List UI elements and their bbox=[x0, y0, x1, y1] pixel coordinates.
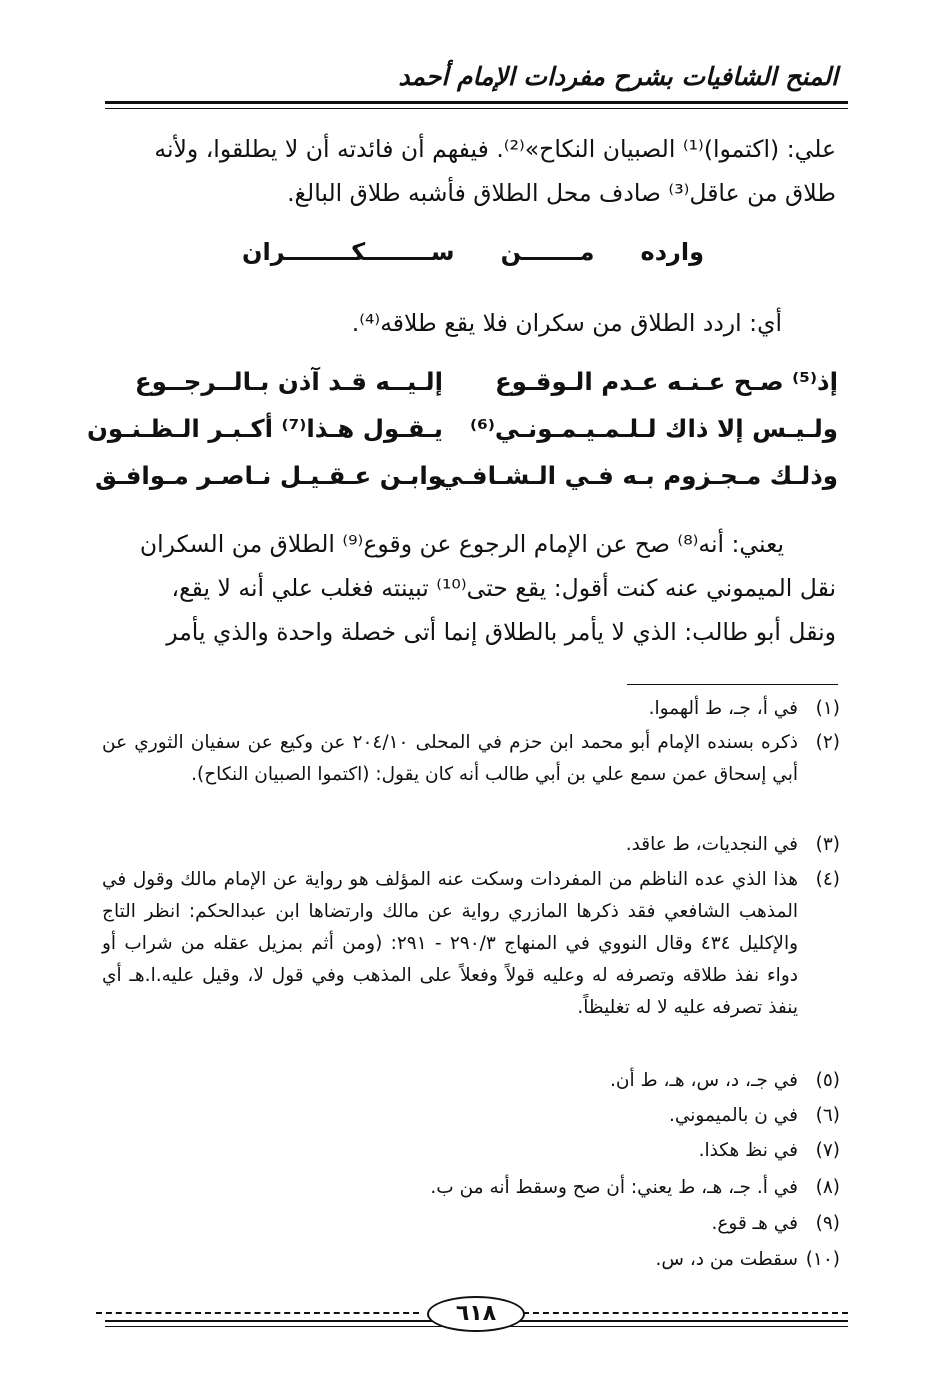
page-number: ٦١٨ bbox=[427, 1296, 525, 1332]
footnote-number: (٤) bbox=[815, 869, 840, 890]
header-rule-thin bbox=[105, 108, 848, 109]
verse-line bbox=[103, 367, 838, 396]
footer-dashed-rule-right bbox=[523, 1312, 848, 1314]
verse-heading bbox=[242, 238, 704, 266]
verse-hemistich-second: إلـيــه قـد آذن بـالــرجــوع bbox=[134, 367, 443, 396]
footnote-number: (٥) bbox=[815, 1070, 840, 1091]
footnote bbox=[102, 1100, 840, 1132]
text-line: نقل الميموني عنه كنت أقول: يقع حتى⁽¹⁰⁾ تبينته فغلب علي أنه لا يقع، bbox=[171, 574, 836, 602]
footnote-text: في نظ هكذا. bbox=[698, 1140, 798, 1161]
footnote bbox=[102, 693, 840, 725]
footnote bbox=[102, 727, 840, 791]
footnote bbox=[102, 1135, 840, 1167]
text-line: يعني: أنه⁽⁸⁾ صح عن الإمام الرجوع عن وقوع⁽⁹⁾ الطلاق من السكران bbox=[139, 530, 784, 558]
footnote-text: في أ، جـ، ط ألهموا. bbox=[648, 698, 798, 719]
verse-hemistich-first: إذ⁽⁵⁾ صـح عـنـه عـدم الـوقـوع bbox=[494, 367, 838, 396]
verse-hemistich-first: وذلـك مـجـزوم بـه فـي الـشـافـي bbox=[438, 461, 838, 490]
commentary-paragraph-3 bbox=[103, 522, 836, 654]
commentary-paragraph-1 bbox=[103, 127, 836, 215]
verse-heading-word: ســــــــكــــــــران bbox=[242, 238, 455, 266]
footnote-text: في ن بالميموني. bbox=[668, 1105, 798, 1126]
footnote-separator bbox=[627, 684, 838, 685]
header-rule-thick bbox=[105, 101, 848, 104]
text-line: طلاق من عاقل⁽³⁾ صادف محل الطلاق فأشبه طلاق البالغ. bbox=[287, 179, 836, 207]
verse-hemistich-first: ولـيـس إلا ذاك لـلـمـيـمـونـي⁽⁶⁾ bbox=[470, 414, 838, 443]
text-line: علي: (اكتموا)⁽¹⁾ الصبيان النكاح»⁽²⁾. فيفهم أن فائدته أن لا يطلقوا، ولأنه bbox=[154, 135, 836, 163]
footnote-number: (٦) bbox=[815, 1105, 840, 1126]
footnote-text: سقطت من د، س. bbox=[655, 1249, 798, 1270]
verse-hemistich-second: يـقـول هـذا⁽⁷⁾ أكـبـر الـظـنـون bbox=[86, 414, 443, 443]
footnote-number: (٨) bbox=[815, 1177, 840, 1198]
footnote bbox=[102, 1172, 840, 1204]
footnote-text: ذكره بسنده الإمام أبو محمد ابن حزم في المحلى ٢٠٤/١٠ عن وكيع عن سفيان الثوري عن أبي إسحاق عمن سمع علي بن أبي طالب أنه كان يقول: (اكتموا الصبيان النكاح). bbox=[102, 732, 799, 785]
footnote-number: (١) bbox=[815, 698, 840, 719]
footnote-number: (٢) bbox=[815, 732, 840, 753]
footnote bbox=[102, 1244, 840, 1276]
verse-hemistich-second: وابـن عـقـيـل نـاصـر مـوافـق bbox=[94, 461, 443, 490]
footnote-number: (٩) bbox=[815, 1213, 840, 1234]
verse-line bbox=[86, 414, 838, 443]
footnote-text: في أ. جـ، هـ، ط يعني: أن صح وسقط أنه من ب. bbox=[430, 1177, 798, 1198]
footer-dashed-rule-left bbox=[96, 1312, 419, 1314]
text-line: ونقل أبو طالب: الذي لا يأمر بالطلاق إنما أتى خصلة واحدة والذي يأمر bbox=[166, 618, 836, 646]
verse-heading-word: مـــــــن bbox=[500, 238, 595, 266]
footnote bbox=[102, 829, 840, 861]
footnote-number: (١٠) bbox=[805, 1249, 840, 1270]
footnote-number: (٧) bbox=[815, 1140, 840, 1161]
commentary-paragraph-2 bbox=[103, 301, 782, 345]
footnote bbox=[102, 1065, 840, 1097]
footnote-text: في النجديات، ط عاقد. bbox=[625, 834, 798, 855]
footnote-text: في هـ قوع. bbox=[711, 1213, 798, 1234]
footnote-number: (٣) bbox=[815, 834, 840, 855]
footnote-text: في جـ، د، س، هـ، ط أن. bbox=[610, 1070, 798, 1091]
text-line: أي: اردد الطلاق من سكران فلا يقع طلاقه⁽⁴⁾. bbox=[351, 309, 782, 337]
footnote-text: هذا الذي عده الناظم من المفردات وسكت عنه المؤلف هو رواية عن الإمام مالك وقول في المذهب الشافعي فقد ذكرها المازري رواية عن مالك وارتضاها ابن عبدالحكم: انظر التاج والإكليل ٤٣٤ وقال النووي في المنهاج ٢٩٠/٣ - ٢٩١: (ومن أثم بمزيل عقله من شراب أو دواء نفذ طلاقه وتصرفه له وعليه قولاً وفعلاً على المذهب وفي قول لا، وقيل عليه.ا.هـ أي ينفذ تصرفه عليه لا له تغليظاً. bbox=[102, 869, 799, 1018]
footnote bbox=[102, 1208, 840, 1240]
footnote bbox=[102, 864, 840, 1024]
verse-heading-word: وارده bbox=[640, 238, 704, 266]
running-header-title: المنح الشافيات بشرح مفردات الإمام أحمد bbox=[398, 62, 838, 91]
verse-line bbox=[94, 461, 838, 490]
